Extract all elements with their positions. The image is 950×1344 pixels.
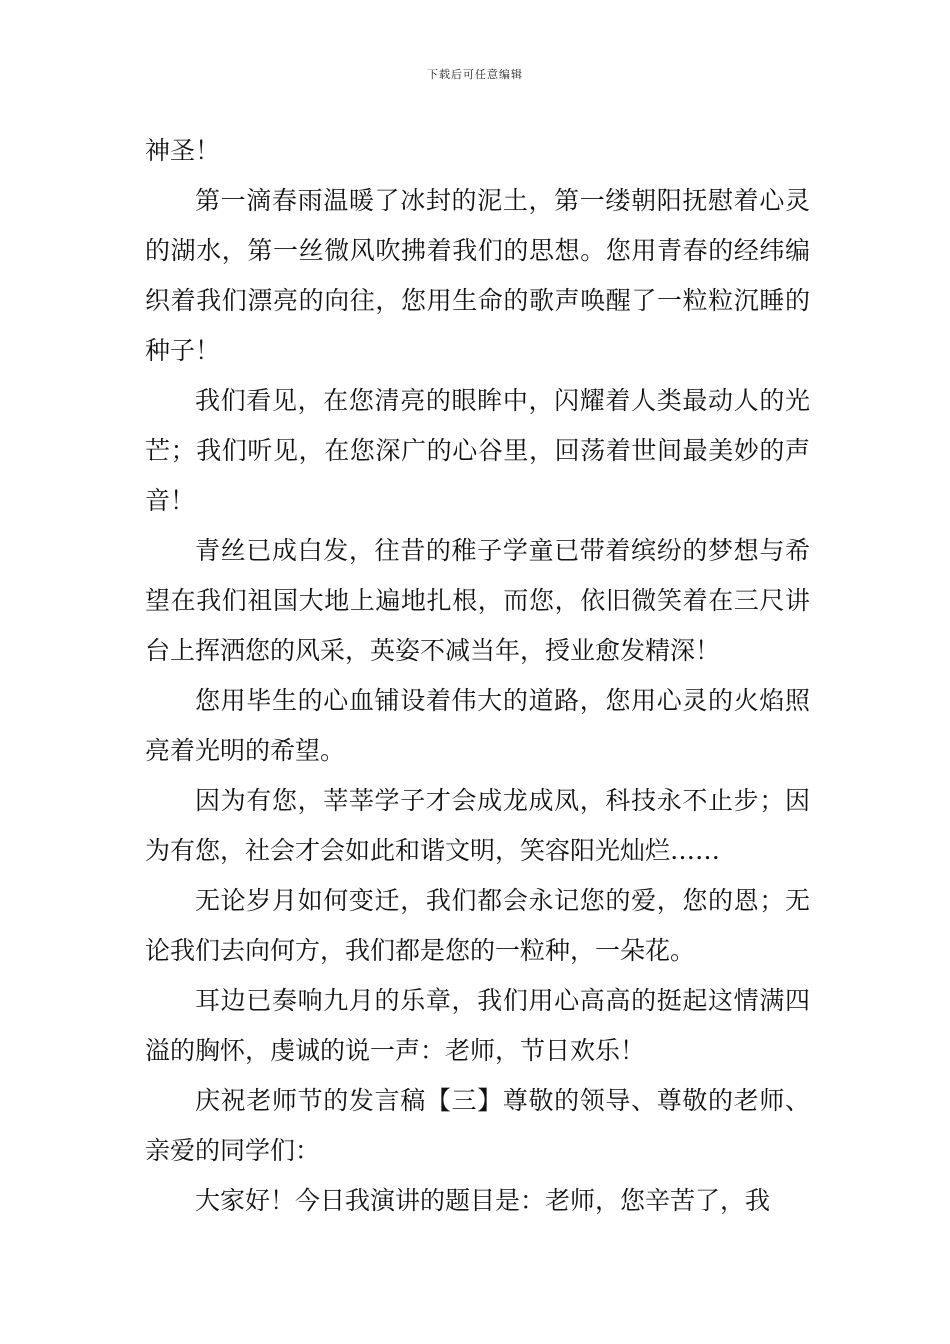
- paragraph: 我们看见，在您清亮的眼眸中，闪耀着人类最动人的光芒；我们听见，在您深广的心谷里，回荡着世间最美妙的声音！: [145, 386, 810, 515]
- document-body: [145, 126, 810, 1226]
- paragraph: 庆祝老师节的发言稿【三】尊敬的领导、尊敬的老师、亲爱的同学们：: [145, 1086, 810, 1165]
- paragraph: 青丝已成白发，往昔的稚子学童已带着缤纷的梦想与希望在我们祖国大地上遍地扎根，而您，依旧微笑着在三尺讲台上挥洒您的风采，英姿不减当年，授业愈发精深！: [145, 536, 810, 665]
- paragraph: 因为有您，莘莘学子才会成龙成凤，科技永不止步；因为有您，社会才会如此和谐文明，笑容阳光灿烂……: [145, 786, 810, 865]
- paragraph: 神圣！: [145, 136, 221, 165]
- paragraph: 您用毕生的心血铺设着伟大的道路，您用心灵的火焰照亮着光明的希望。: [145, 686, 810, 765]
- paragraph: 大家好！今日我演讲的题目是：老师，您辛苦了，我: [195, 1186, 771, 1215]
- paragraph: 无论岁月如何变迁，我们都会永记您的爱，您的恩；无论我们去向何方，我们都是您的一粒种，一朵花。: [145, 886, 810, 965]
- page-header: 下载后可任意编辑: [427, 68, 523, 81]
- paragraph: 耳边已奏响九月的乐章，我们用心高高的挺起这情满四溢的胸怀，虔诚的说一声：老师，节日欢乐！: [145, 986, 810, 1065]
- paragraph: 第一滴春雨温暖了冰封的泥土，第一缕朝阳抚慰着心灵的湖水，第一丝微风吹拂着我们的思想。您用青春的经纬编织着我们漂亮的向往，您用生命的歌声唤醒了一粒粒沉睡的种子！: [145, 186, 810, 365]
